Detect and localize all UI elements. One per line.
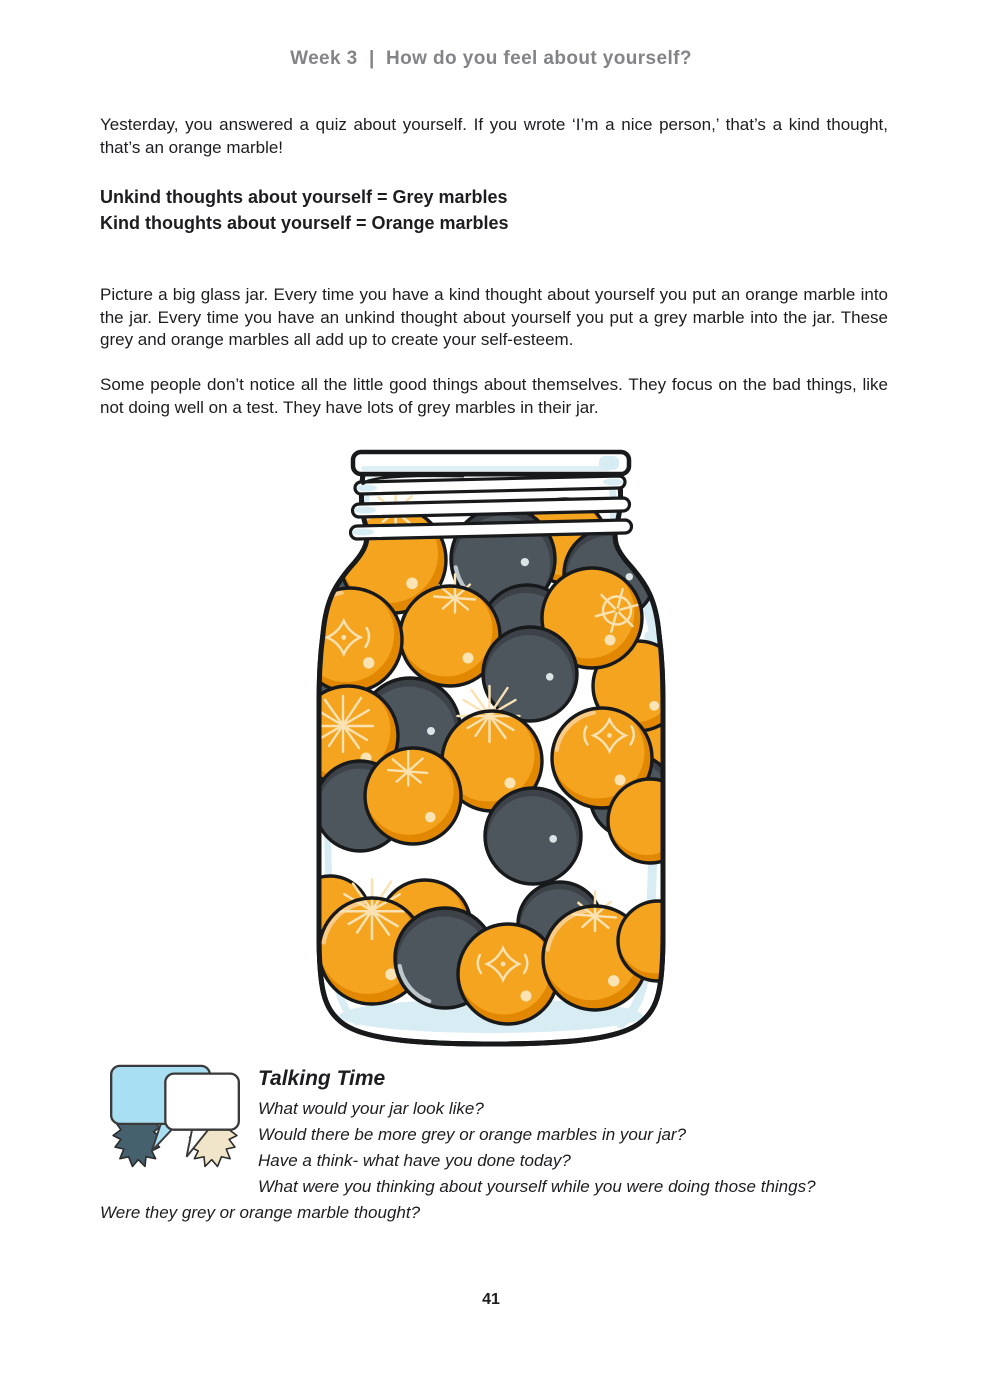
thread-glint-4 <box>603 479 623 486</box>
marble-highlight-dot <box>546 673 554 681</box>
marble-grey <box>485 788 581 885</box>
talking-question-1: What would your jar look like? <box>258 1099 484 1118</box>
thread-glint-2 <box>354 507 376 514</box>
marble-highlight-dot <box>549 835 557 843</box>
rim-glint-bottom <box>361 466 611 471</box>
rule-orange-marbles: Kind thoughts about yourself = Orange marbles <box>100 213 509 234</box>
page-title: Week 3 | How do you feel about yourself? <box>290 48 692 69</box>
marble-highlight-dot <box>666 755 675 764</box>
thread-glint-1 <box>357 485 377 492</box>
marble-grey <box>483 627 577 722</box>
marble-highlight-dot <box>521 558 529 566</box>
talking-heads-icon <box>100 1062 250 1180</box>
marble-highlight-dot <box>406 577 418 589</box>
jar-threads <box>351 476 632 539</box>
talking-time-title: Talking Time <box>258 1067 386 1090</box>
marble-rules <box>100 184 888 236</box>
marble-highlight-dot <box>626 573 633 580</box>
jar-rim <box>353 452 629 474</box>
talking-question-2: Would there be more grey or orange marbles in your jar? <box>258 1125 687 1144</box>
page-number: 41 <box>482 1291 500 1308</box>
marble-highlight-dot <box>608 975 619 986</box>
marble-highlight-dot <box>521 991 532 1002</box>
marble-highlight-dot <box>649 701 659 711</box>
talking-time-section <box>100 1062 900 1226</box>
marble-highlight-dot <box>615 775 626 786</box>
talking-question-4: What were you thinking about yourself while you were doing those things? <box>258 1177 816 1196</box>
intro-paragraph: Yesterday, you answered a quiz about yourself. If you wrote ‘I’m a nice person,’ that’s a kind thought, that’s an orange marble! <box>100 115 888 157</box>
marble-jar-svg <box>305 446 677 1058</box>
marble-orange <box>458 922 559 1025</box>
marble-orange <box>365 746 461 844</box>
jar-paragraph: Picture a big glass jar. Every time you have a kind thought about yourself you put an orange marble into the jar. Every time you have an unkind thought about yourself you put a grey marble into the jar. These grey and orange marbles all add up to create your self-esteem. <box>100 285 888 350</box>
marble-highlight-dot <box>363 657 374 668</box>
marble-jar-illustration <box>305 446 677 1058</box>
marble-highlight-dot <box>505 778 516 789</box>
marble-highlight-dot <box>425 812 436 823</box>
talking-question-3: Have a think- what have you done today? <box>258 1151 571 1170</box>
marble-layer <box>305 486 677 1024</box>
talking-question-5: Were they grey or orange marble thought? <box>100 1203 421 1222</box>
rule-grey-marbles: Unkind thoughts about yourself = Grey marbles <box>100 187 508 207</box>
marble-highlight-dot <box>463 653 474 664</box>
grey-marbles-paragraph: Some people don’t notice all the little good things about themselves. They focus on the bad things, like not doing well on a test. They have lots of grey marbles in their jar. <box>100 375 888 417</box>
marble-highlight-dot <box>427 727 435 735</box>
marble-highlight-dot <box>605 635 616 646</box>
thread-glint-3 <box>352 529 374 536</box>
marble-highlight-dot <box>668 954 677 963</box>
